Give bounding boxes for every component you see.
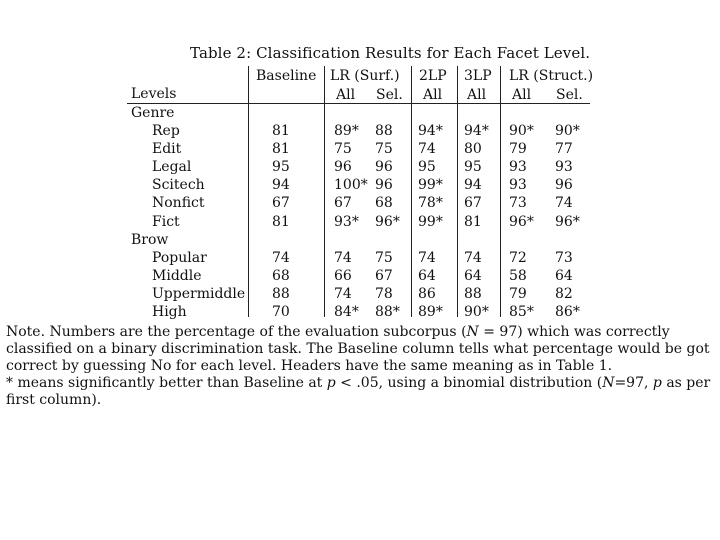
table-cell: 95 bbox=[272, 159, 290, 175]
header-cell: 3LP bbox=[464, 68, 492, 84]
table-cell: 75 bbox=[375, 250, 393, 266]
table-cell: 79 bbox=[509, 141, 527, 157]
table-cell: 67 bbox=[272, 195, 290, 211]
table-cell: 77 bbox=[555, 141, 573, 157]
table-cell: 81 bbox=[272, 214, 290, 230]
group-label: Brow bbox=[131, 232, 169, 248]
table-note bbox=[6, 324, 716, 409]
table-cell: 94 bbox=[464, 177, 482, 193]
header-cell: All bbox=[336, 87, 356, 103]
table-cell: 74 bbox=[418, 141, 436, 157]
table-cell: 86 bbox=[418, 286, 436, 302]
table-cell: 84* bbox=[334, 304, 359, 320]
table-cell: 88 bbox=[272, 286, 290, 302]
table-cell: 99* bbox=[418, 177, 443, 193]
header-cell: All bbox=[467, 87, 487, 103]
row-label: Nonfict bbox=[152, 195, 205, 211]
table-cell: 94* bbox=[418, 123, 443, 139]
table-cell: 99* bbox=[418, 214, 443, 230]
table-cell: 90* bbox=[555, 123, 580, 139]
table-cell: 96* bbox=[555, 214, 580, 230]
table-caption: Table 2: Classification Results for Each Facet Level. bbox=[190, 44, 591, 62]
header-cell: LR (Surf.) bbox=[330, 68, 400, 84]
table-cell: 95 bbox=[418, 159, 436, 175]
table-cell: 75 bbox=[375, 141, 393, 157]
table-cell: 73 bbox=[509, 195, 527, 211]
row-label: Middle bbox=[152, 268, 202, 284]
header-cell: LR (Struct.) bbox=[509, 68, 594, 84]
table-cell: 64 bbox=[418, 268, 436, 284]
table-cell: 88* bbox=[375, 304, 400, 320]
table-cell: 93* bbox=[334, 214, 359, 230]
table-cell: 96* bbox=[509, 214, 534, 230]
row-label: Scitech bbox=[152, 177, 205, 193]
table-cell: 78* bbox=[418, 195, 443, 211]
table-cell: 90* bbox=[464, 304, 489, 320]
header-cell: Levels bbox=[131, 86, 177, 102]
table-cell: 74 bbox=[334, 250, 352, 266]
table-cell: 74 bbox=[272, 250, 290, 266]
table-cell: 75 bbox=[334, 141, 352, 157]
header-cell: 2LP bbox=[419, 68, 447, 84]
table-cell: 94 bbox=[272, 177, 290, 193]
table-cell: 89* bbox=[418, 304, 443, 320]
row-label: Edit bbox=[152, 141, 182, 157]
table-cell: 64 bbox=[555, 268, 573, 284]
table-cell: 96 bbox=[555, 177, 573, 193]
header-cell: Sel. bbox=[376, 87, 403, 103]
table-cell: 82 bbox=[555, 286, 573, 302]
row-label: Uppermiddle bbox=[152, 286, 246, 302]
table-cell: 94* bbox=[464, 123, 489, 139]
table-cell: 81 bbox=[272, 123, 290, 139]
table-cell: 67 bbox=[375, 268, 393, 284]
table-cell: 67 bbox=[334, 195, 352, 211]
note-paragraph-1: Note. Numbers are the percentage of the evaluation subcorpus (N = 97) which was correctly classified on a binary discrimination task. The Baseline column tells what percentage would be got correct by guessing No for each level. Headers have the same meaning as in Table 1. bbox=[6, 324, 710, 374]
table-cell: 74 bbox=[555, 195, 573, 211]
table-cell: 88 bbox=[375, 123, 393, 139]
table-cell: 96 bbox=[334, 159, 352, 175]
table-cell: 67 bbox=[464, 195, 482, 211]
table-cell: 93 bbox=[509, 159, 527, 175]
table-cell: 85* bbox=[509, 304, 534, 320]
table-cell: 96 bbox=[375, 159, 393, 175]
header-cell: Sel. bbox=[556, 87, 583, 103]
table-cell: 74 bbox=[418, 250, 436, 266]
table-cell: 68 bbox=[375, 195, 393, 211]
row-label: Rep bbox=[152, 123, 180, 139]
table-cell: 96 bbox=[375, 177, 393, 193]
table-cell: 96* bbox=[375, 214, 400, 230]
table-cell: 80 bbox=[464, 141, 482, 157]
table-cell: 95 bbox=[464, 159, 482, 175]
table-cell: 72 bbox=[509, 250, 527, 266]
table-cell: 78 bbox=[375, 286, 393, 302]
table-cell: 79 bbox=[509, 286, 527, 302]
table-cell: 89* bbox=[334, 123, 359, 139]
table-cell: 93 bbox=[509, 177, 527, 193]
table-cell: 70 bbox=[272, 304, 290, 320]
row-label: Fict bbox=[152, 214, 180, 230]
header-cell: All bbox=[512, 87, 532, 103]
row-label: High bbox=[152, 304, 187, 320]
group-label: Genre bbox=[131, 105, 175, 121]
table-cell: 58 bbox=[509, 268, 527, 284]
note-paragraph-2: * means significantly better than Baseline at p < .05, using a binomial distribution (N=97, p as per first column). bbox=[6, 375, 711, 408]
table-cell: 66 bbox=[334, 268, 352, 284]
table-cell: 68 bbox=[272, 268, 290, 284]
table-cell: 86* bbox=[555, 304, 580, 320]
table-cell: 64 bbox=[464, 268, 482, 284]
table-cell: 73 bbox=[555, 250, 573, 266]
table-cell: 74 bbox=[464, 250, 482, 266]
header-rule bbox=[127, 103, 590, 104]
table-cell: 81 bbox=[272, 141, 290, 157]
table-cell: 74 bbox=[334, 286, 352, 302]
row-label: Legal bbox=[152, 159, 192, 175]
header-cell: All bbox=[423, 87, 443, 103]
table-cell: 81 bbox=[464, 214, 482, 230]
table-cell: 88 bbox=[464, 286, 482, 302]
table-cell: 100* bbox=[334, 177, 368, 193]
table-cell: 90* bbox=[509, 123, 534, 139]
table-cell: 93 bbox=[555, 159, 573, 175]
row-label: Popular bbox=[152, 250, 207, 266]
header-cell: Baseline bbox=[256, 68, 317, 84]
